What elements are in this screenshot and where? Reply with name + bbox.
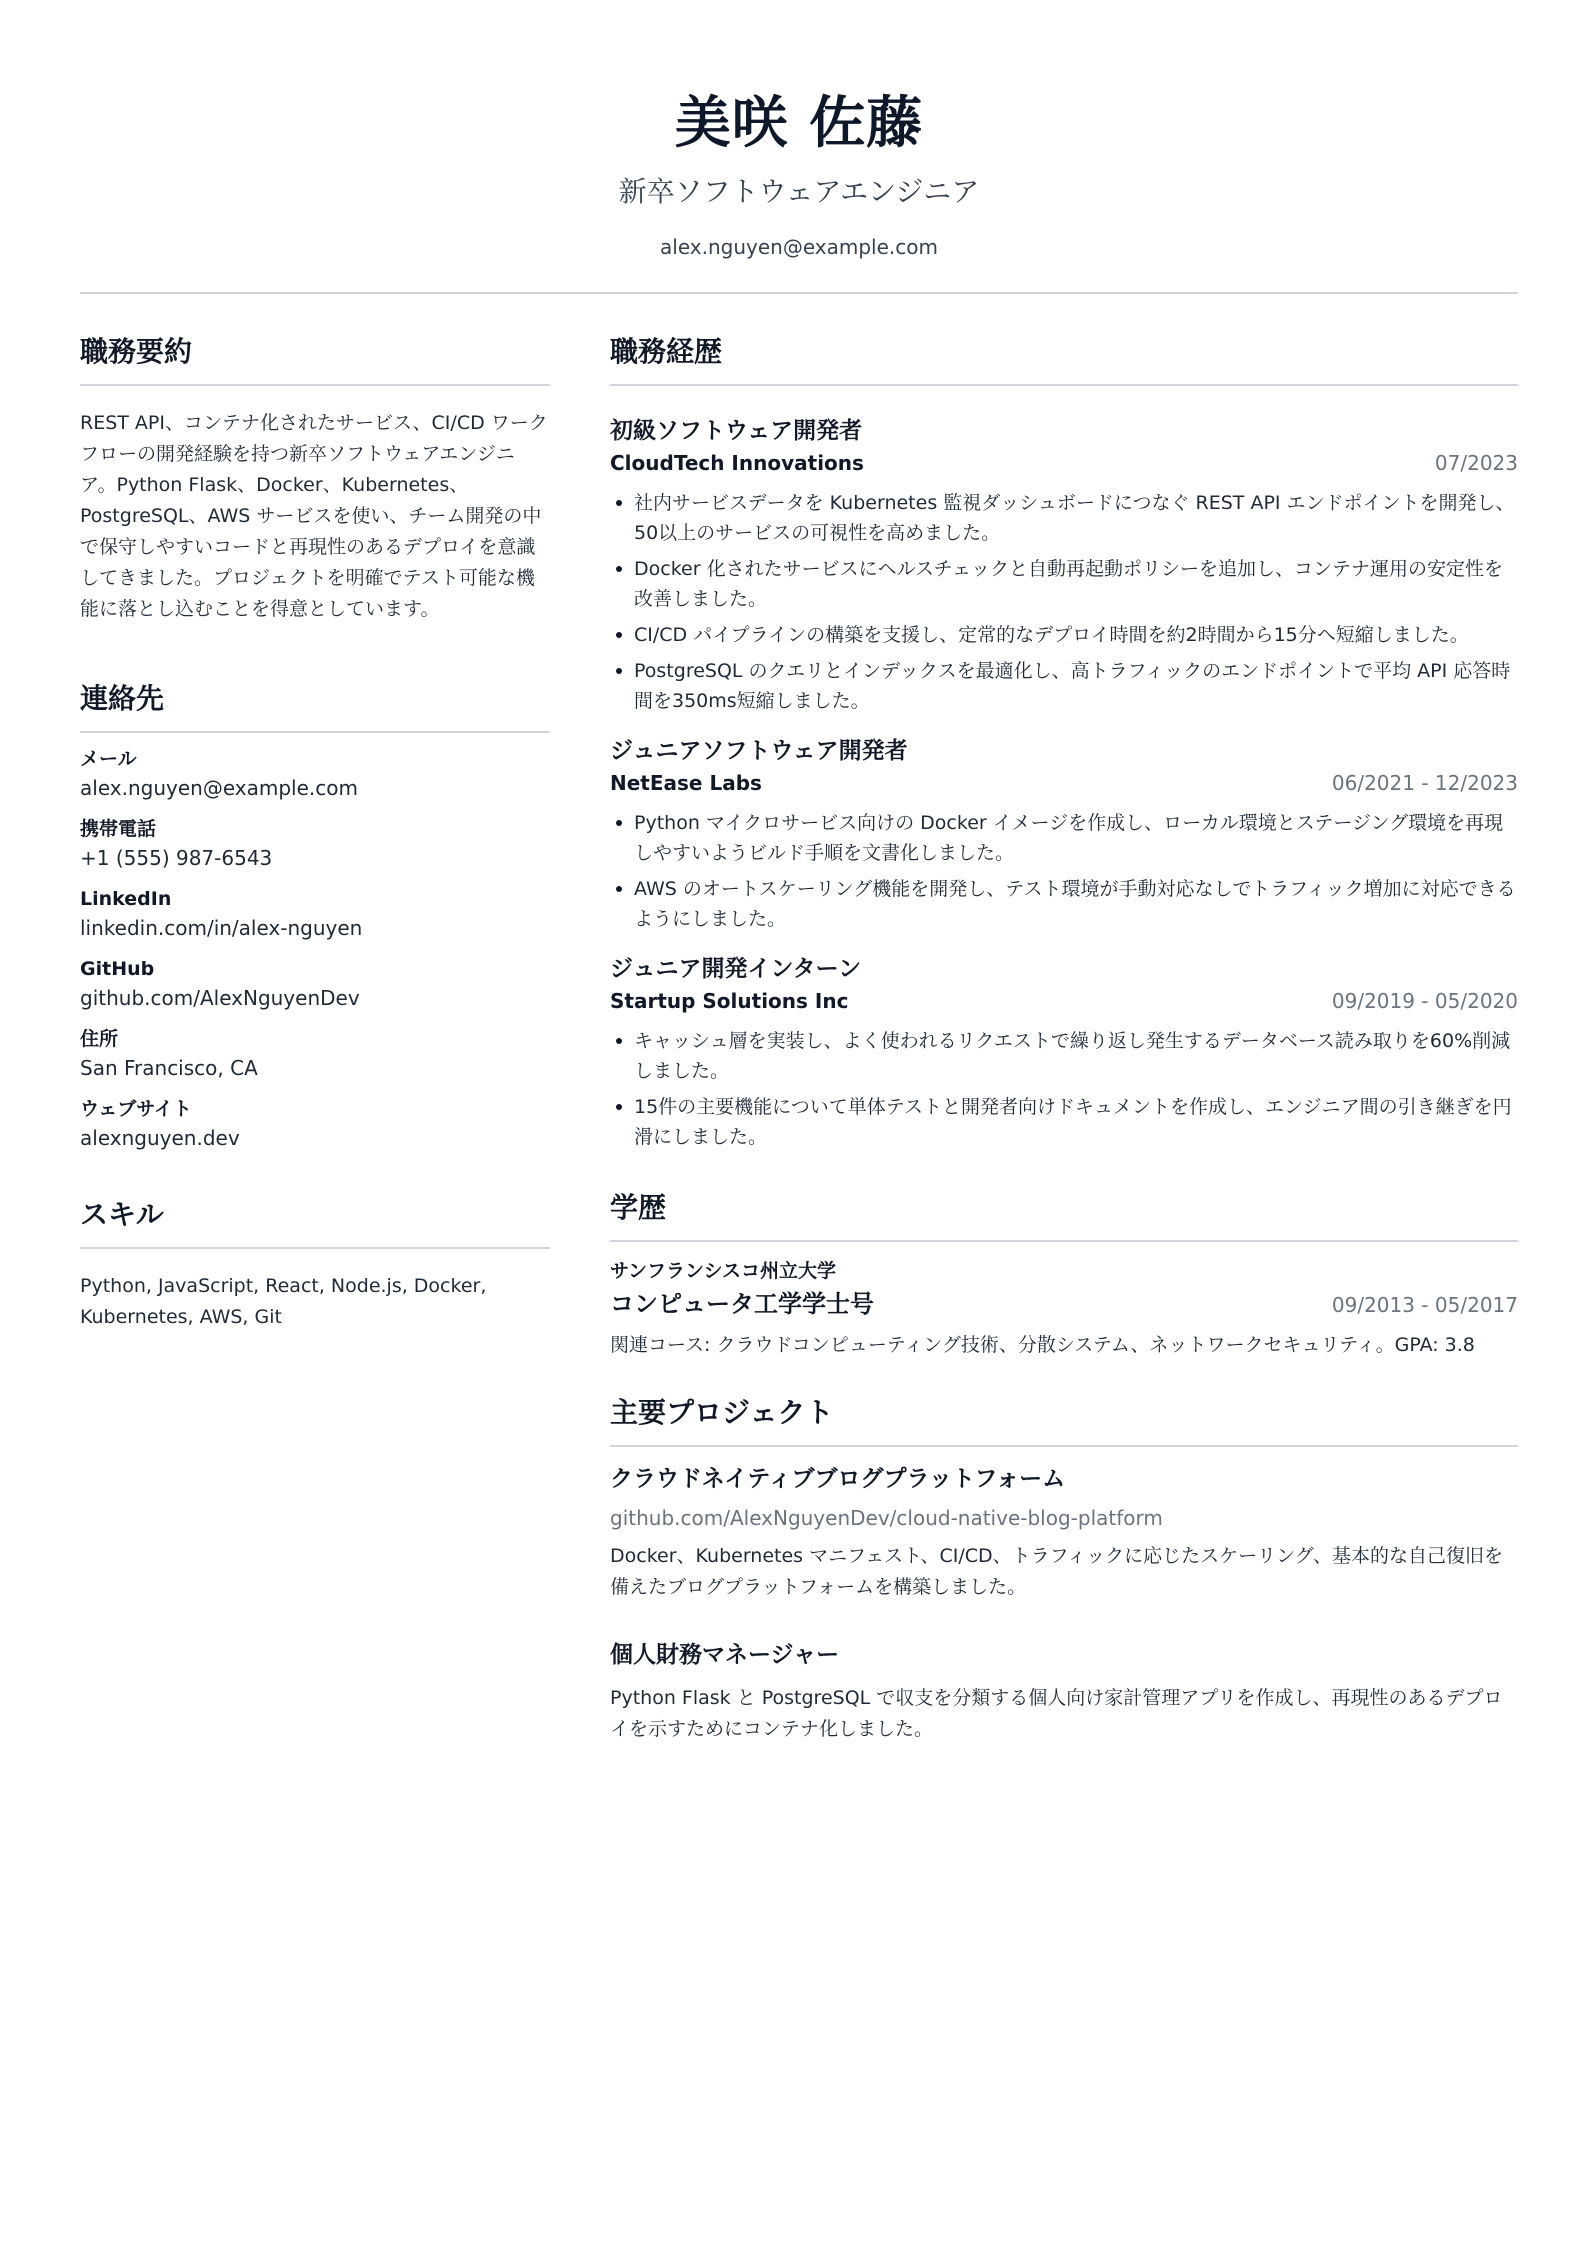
project-description: Docker、Kubernetes マニフェスト、CI/CD、トラフィックに応じたスケーリング、基本的な自己復旧を備えたブログプラットフォームを構築しました。 xyxy=(610,1545,1503,1598)
summary-heading: 職務要約 xyxy=(80,330,550,386)
bullet-icon xyxy=(616,1104,622,1110)
education-section xyxy=(610,1186,1518,1361)
project-title: クラウドネイティブブログプラットフォーム xyxy=(610,1466,1066,1492)
experience-section xyxy=(610,330,1518,1152)
contact-address xyxy=(80,1025,550,1083)
header-divider xyxy=(80,292,1518,294)
job-bullets xyxy=(610,1026,1518,1152)
education-heading: 学歴 xyxy=(610,1186,1518,1242)
candidate-title: 新卒ソフトウェアエンジニア xyxy=(618,175,980,208)
bullet-text: PostgreSQL のクエリとインデックスを最適化し、高トラフィックのエンドポイントで平均 API 応答時間を350ms短縮しました。 xyxy=(634,660,1511,712)
job-entry xyxy=(610,952,1518,1152)
summary-section xyxy=(80,330,550,625)
contact-label: GitHub xyxy=(80,958,155,980)
experience-heading: 職務経歴 xyxy=(610,330,1518,386)
job-title: ジュニア開発インターン xyxy=(610,956,862,982)
job-bullets xyxy=(610,488,1518,716)
contact-label: LinkedIn xyxy=(80,888,172,910)
header-email: alex.nguyen@example.com xyxy=(660,235,938,259)
education-date: 09/2013 - 05/2017 xyxy=(1331,1293,1518,1317)
bullet-text: AWS のオートスケーリング機能を開発し、テスト環境が手動対応なしでトラフィック増加に対応できるようにしました。 xyxy=(634,878,1516,930)
contact-website xyxy=(80,1095,550,1153)
contact-value: github.com/AlexNguyenDev xyxy=(80,986,360,1010)
bullet-text: Python マイクロサービス向けの Docker イメージを作成し、ローカル環境とステージング環境を再現しやすいようビルド手順を文書化しました。 xyxy=(634,812,1504,864)
job-company: NetEase Labs xyxy=(610,771,762,795)
list-item xyxy=(610,808,1518,868)
project-description: Python Flask と PostgreSQL で収支を分類する個人向け家計管理アプリを作成し、再現性のあるデプロイを示すためにコンテナ化しました。 xyxy=(610,1687,1503,1740)
job-date: 06/2021 - 12/2023 xyxy=(1331,771,1518,795)
bullet-text: 社内サービスデータを Kubernetes 監視ダッシュボードにつなぐ REST API エンドポイントを開発し、50以上のサービスの可視性を高めました。 xyxy=(634,492,1515,544)
summary-text: REST API、コンテナ化されたサービス、CI/CD ワークフローの開発経験を持つ新卒ソフトウェアエンジニア。Python Flask、Docker、Kubernetes、PostgreSQL、AWS サービスを使い、チーム開発の中で保守しやすいコードと再現性のあるデプロイを意識してきました。プロジェクトを明確でテスト可能な機能に落とし込むことを得意としています。 xyxy=(80,412,548,620)
bullet-icon xyxy=(616,1038,622,1044)
contact-email xyxy=(80,745,550,803)
degree-meta xyxy=(610,1286,1518,1322)
contact-value: San Francisco, CA xyxy=(80,1056,258,1080)
right-column xyxy=(610,330,1518,1797)
job-entry xyxy=(610,734,1518,934)
bullet-text: 15件の主要機能について単体テストと開発者向けドキュメントを作成し、エンジニア間の引き継ぎを円滑にしました。 xyxy=(634,1096,1512,1148)
project-entry xyxy=(610,1637,1518,1745)
education-details: 関連コース: クラウドコンピューティング技術、分散システム、ネットワークセキュリティ。GPA: 3.8 xyxy=(610,1334,1475,1356)
contact-value: alexnguyen.dev xyxy=(80,1126,240,1150)
contact-label: 住所 xyxy=(80,1028,119,1050)
skills-section xyxy=(80,1193,550,1333)
bullet-icon xyxy=(616,566,622,572)
job-company: Startup Solutions Inc xyxy=(610,989,849,1013)
bullet-text: キャッシュ層を実装し、よく使われるリクエストで繰り返し発生するデータベース読み取りを60%削減しました。 xyxy=(634,1030,1511,1082)
job-company: CloudTech Innovations xyxy=(610,451,864,475)
contact-label: 携帯電話 xyxy=(80,818,157,840)
job-date: 07/2023 xyxy=(1434,451,1518,475)
bullet-icon xyxy=(616,668,622,674)
list-item xyxy=(610,1026,1518,1086)
list-item xyxy=(610,488,1518,548)
school-name: サンフランシスコ州立大学 xyxy=(610,1260,837,1282)
job-meta xyxy=(610,768,1518,798)
bullet-icon xyxy=(616,632,622,638)
left-column xyxy=(80,330,550,1385)
contact-section xyxy=(80,677,550,1153)
list-item xyxy=(610,656,1518,716)
projects-heading: 主要プロジェクト xyxy=(610,1391,1518,1447)
project-title: 個人財務マネージャー xyxy=(610,1642,840,1668)
degree-name: コンピュータ工学学士号 xyxy=(610,1290,874,1318)
list-item xyxy=(610,620,1518,650)
job-meta xyxy=(610,986,1518,1016)
contact-linkedin xyxy=(80,885,550,943)
candidate-name: 美咲 佐藤 xyxy=(674,91,924,156)
contact-value: linkedin.com/in/alex-nguyen xyxy=(80,916,363,940)
bullet-text: CI/CD パイプラインの構築を支援し、定常的なデプロイ時間を約2時間から15分へ短縮しました。 xyxy=(634,624,1469,646)
bullet-icon xyxy=(616,886,622,892)
job-meta xyxy=(610,448,1518,478)
contact-heading: 連絡先 xyxy=(80,677,550,733)
contact-label: ウェブサイト xyxy=(80,1098,192,1120)
job-date: 09/2019 - 05/2020 xyxy=(1331,989,1518,1013)
bullet-icon xyxy=(616,820,622,826)
job-title: ジュニアソフトウェア開発者 xyxy=(610,738,908,764)
job-title: 初級ソフトウェア開発者 xyxy=(610,418,863,444)
contact-label: メール xyxy=(80,748,137,770)
contact-value: alex.nguyen@example.com xyxy=(80,776,358,800)
contact-phone xyxy=(80,815,550,873)
skills-text: Python, JavaScript, React, Node.js, Docker, Kubernetes, AWS, Git xyxy=(80,1275,487,1328)
project-entry xyxy=(610,1461,1518,1603)
contact-github xyxy=(80,955,550,1013)
skills-heading: スキル xyxy=(80,1193,550,1249)
bullet-text: Docker 化されたサービスにヘルスチェックと自動再起動ポリシーを追加し、コンテナ運用の安定性を改善しました。 xyxy=(634,558,1504,610)
list-item xyxy=(610,554,1518,614)
list-item xyxy=(610,1092,1518,1152)
list-item xyxy=(610,874,1518,934)
projects-section xyxy=(610,1391,1518,1745)
job-bullets xyxy=(610,808,1518,934)
job-entry xyxy=(610,414,1518,716)
contact-value: +1 (555) 987-6543 xyxy=(80,846,273,870)
bullet-icon xyxy=(616,500,622,506)
project-link[interactable]: github.com/AlexNguyenDev/cloud-native-blog-platform xyxy=(610,1506,1163,1530)
